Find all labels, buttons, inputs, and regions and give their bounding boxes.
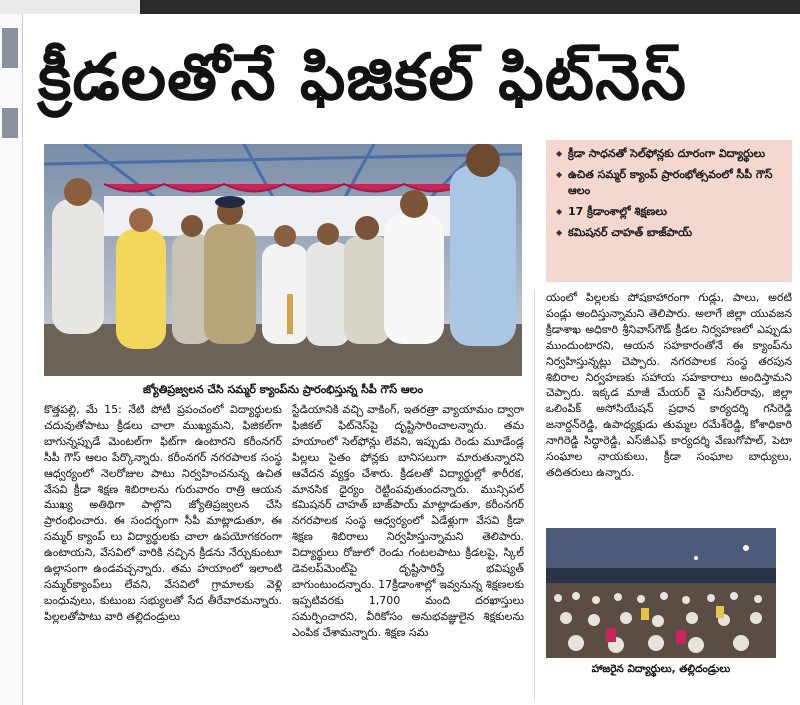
adjacent-article-strip (0, 14, 23, 705)
event-photo-illustration (44, 144, 522, 376)
adjacent-photo-thumb (2, 108, 18, 138)
photo-caption: జ్యోతిప్రజ్వలన చేసి సమ్మర్ క్యాంప్‌ను ప్రారంభిస్తున్న సీపీ గౌస్ ఆలం (142, 383, 424, 396)
page-top-bar (0, 0, 800, 14)
body-paragraph: కొత్తపల్లి, మే 15: నేటి పోటీ ప్రపంచంలో విద్యార్థులకు చదువుతోపాటు క్రీడలు చాలా ముఖ్యమని, ఫిజికల్‌గా బాగున్నప్పుడే మెంటల్‌గా ఫిట్‌గా ఉంటారని కరీంనగర్ సీపీ గౌస్ ఆలం పేర్కొన్నారు. కరీంనగర్ నగరపాలక సంస్థ ఆధ్వర్యంలో నెలరోజుల పాటు నిర్వహించనున్న ఉచిత వేసవి క్రీడా శిక్షణ శిబిరాలను గురువారం రాత్రి ఆయన ముఖ్య అతిథిగా పాల్గొని జ్యోతిప్రజ్వలన చేసి ప్రారంభించారు. ఈ సందర్భంగా సీపీ మాట్లాడుతూ, ఈ సమ్మర్ క్యాంప్ లు విద్యార్థులకు చాలా ఉపయోగకరంగా ఉంటాయని, వేసవిలో వారికి నచ్చిన క్రీడను నేర్చుకుంటూ ఉల్లాసంగా ఉండవచ్చన్నారు. తమ హయాంలో ఇలాంటి సమ్మర్‌క్యాంప్‌లు లేవని, వేసవిలో గ్రామాలకు వెళ్లి బంధువులు, కుటుంబ సభ్యులతో సేద తీరేవారమన్నారు. పిల్లలతోపాటు వారి తల్లిదండ్రులు (44, 403, 282, 623)
highlight-item: ◆ కమిషనర్ చాహత్ బాజ్‌పాయ్ (556, 225, 784, 241)
highlight-item: ◆ 17 క్రీడాంశాల్లో శిక్షణలు (556, 204, 784, 220)
audience-photo (546, 528, 776, 658)
column-divider (534, 290, 535, 700)
event-photo (44, 144, 522, 376)
top-bar-tab (0, 0, 140, 14)
highlight-item: ◆ క్రీడా సాధనతో సెల్‌ఫోన్లకు దూరంగా విద్యార్థులు (556, 146, 784, 162)
article-headline: క్రీడలతోనే ఫిజికల్ ఫిట్‌నెస్ (38, 41, 687, 115)
body-column-3 (546, 290, 792, 522)
audience-photo-caption: హాజరైన విద్యార్థులు, తల్లిదండ్రులు (591, 663, 731, 675)
body-column-1 (44, 402, 282, 704)
body-paragraph: యంలో పిల్లలకు పోషకాహారంగా గుడ్లు, పాలు, అరటి పండ్లు అందిస్తున్నామని తెలిపారు. అలాగే జిల్లా యువజన క్రీడాశాఖ అధికారి శ్రీనివాస్‌గౌడ్ క్రీడల నిర్వహణలో ఎప్పుడు ముందుంటారని, ఆయన సహకారంతోనే ఈ క్యాంప్‌ను నిర్వహిస్తున్నట్లు చెప్పారు. నగరపాలక సంస్థ తరపున శిబిరాల నిర్వహణకు సహాయ సహకారాలు అందిస్తామని చెప్పారు. ఇక్కడ మాజీ మేయర్ వై సునీల్‌రావు, జిల్లా ఒలింపిక్ అసోసియేషన్ ప్రధాన కార్యదర్శి గసిరెడ్డి జనార్దన్‌రెడ్డి, ఉపాధ్యక్షుడు తుమ్మల రమేశ్‌రెడ్డి, కోశాధికారి నాగిరెడ్డి సిద్ధారెడ్డి, ఎస్‌జీఎఫ్ కార్యదర్శి వేణుగోపాల్, పెటా సంఘాల నాయకులు, క్రీడా సంఘాల బాధ్యులు, తదితరులు ఉన్నారు. (546, 291, 792, 479)
adjacent-photo-thumb (2, 28, 18, 68)
body-paragraph: స్టేడియానికి వచ్చి వాకింగ్, ఇతరత్రా వ్యాయామం ద్వారా ఫిజికల్ ఫిట్‌నెస్‌పై దృష్టిసారించాలన్నారు. తమ హయాంలో సెల్‌ఫోన్లు లేవని, ఇప్పుడు రెండు మూడేండ్ల పిల్లలు సైతం ఫోన్లకు బానిసలుగా మారుతున్నారని ఆవేదన వ్యక్తం చేశారు. క్రీడలతో విద్యార్థుల్లో శారీరక, మానసిక ధైర్యం రెట్టింపవుతుందన్నారు. మున్సిపల్ కమిషనర్ చాహత్ బాజ్‌పాయ్ మాట్లాడుతూ, కరీంనగర్ నగరపాలక సంస్థ ఆధ్వర్యంలో ఏడేళ్లుగా వేసవి క్రీడా శిక్షణ శిబిరాలు నిర్వహిస్తున్నామని తెలిపారు. విద్యార్థులు రోజులో రెండు గంటలపాటు క్రీడలపై, స్కిల్ డెవలప్‌మెంట్‌పై దృష్టిసారిస్తే భవిష్యత్ బాగుంటుందన్నారు. 17క్రీడాంశాల్లో ఇవ్వనున్న శిక్షణలకు ఇప్పటివరకు 1,700 మంది దరఖాస్తులు సమర్పించారని, వీరికోసం అనుభవజ్ఞులైన శిక్షకులను ఎంపిక చేశామన్నారు. శిక్షణ సమ (292, 403, 524, 639)
highlight-item: ◆ ఉచిత సమ్మర్ క్యాంప్ ప్రారంభోత్సవంలో సీపీ గౌస్ ఆలం (556, 167, 784, 199)
highlights-box (546, 140, 792, 282)
audience-photo-illustration (546, 528, 776, 658)
body-column-2 (292, 402, 524, 704)
